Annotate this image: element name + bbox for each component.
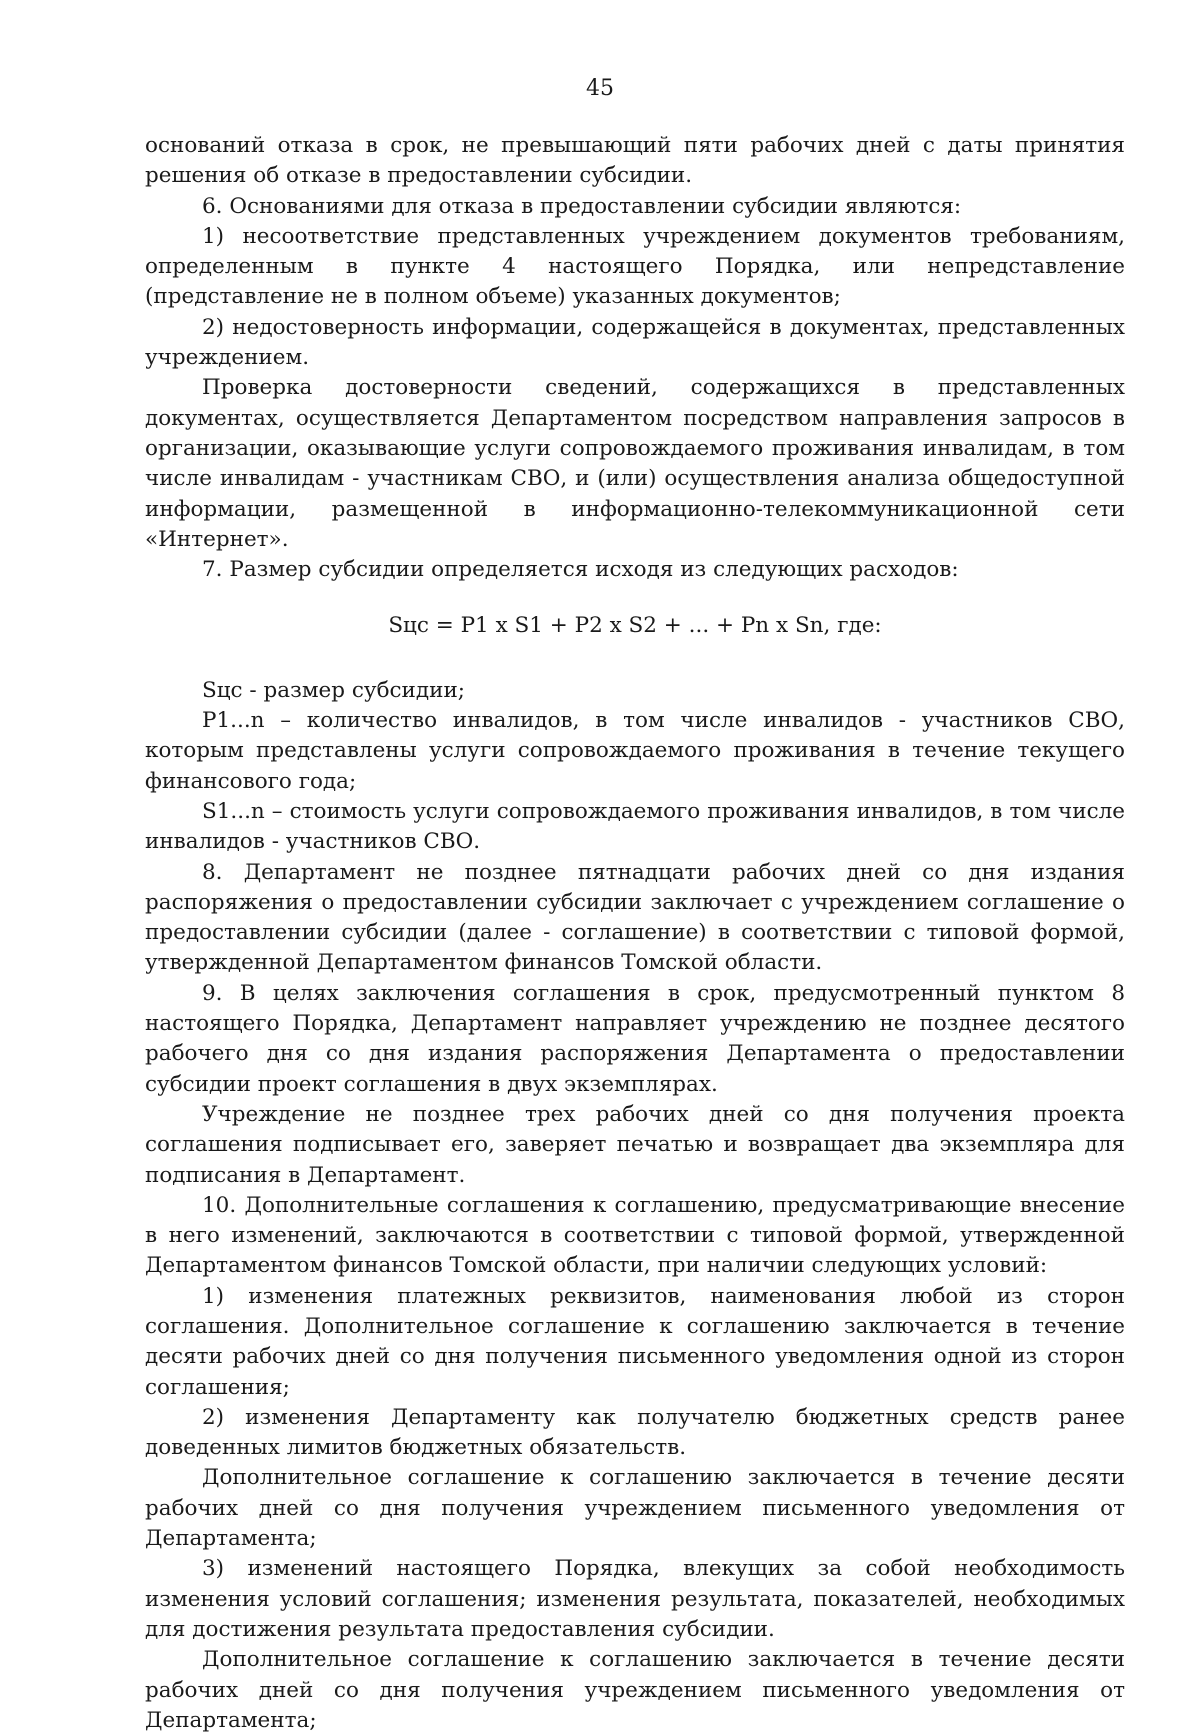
subsidy-formula: Sцс = P1 x S1 + P2 x S2 + ... + Pn x Sn, где: [388, 613, 882, 639]
paragraph-subitem: 1) изменения платежных реквизитов, наименования любой из сторон соглашения. Дополнительное соглашение к соглашению заключается в течение десяти рабочих дней со дня получения письменного уведомления одной из сторон соглашения; [145, 1283, 1125, 1400]
paragraph-subitem: 1) несоответствие представленных учреждением документов требованиям, определенным в пункте 4 настоящего Порядка, или непредставление (представление не в полном объеме) указанных документов; [145, 223, 1125, 310]
paragraph: Проверка достоверности сведений, содержащихся в представленных документах, осуществляется Департаментом посредством направления запросов в организации, оказывающие услуги сопровождаемого проживания инвалидам, в том числе инвалидам - участникам СВО, и (или) осуществления анализа общедоступной информации, размещенной в информационно-телекоммуникационной сети «Интернет». [145, 375, 1125, 552]
paragraph-item-6: 6. Основаниями для отказа в предоставлении субсидии являются: [202, 193, 962, 219]
paragraph: Дополнительное соглашение к соглашению заключается в течение десяти рабочих дней со дня получения учреждением письменного уведомления от Департамента; [145, 1465, 1125, 1552]
paragraph-subitem: 2) недостоверность информации, содержащейся в документах, представленных учреждением. [145, 314, 1125, 371]
paragraph-subitem: 2) изменения Департаменту как получателю бюджетных средств ранее доведенных лимитов бюджетных обязательств. [145, 1404, 1125, 1461]
paragraph-item-9: 9. В целях заключения соглашения в срок, предусмотренный пунктом 8 настоящего Порядка, Департамент направляет учреждению не позднее десятого рабочего дня со дня издания распоряжения Департамента о предоставлении субсидии проект соглашения в двух экземплярах. [145, 980, 1125, 1097]
document-body [145, 131, 1125, 1736]
formula-definition: Sцс - размер субсидии; [202, 677, 466, 703]
formula-definition: S1...n – стоимость услуги сопровождаемого проживания инвалидов, в том числе инвалидов - участников СВО. [145, 798, 1125, 855]
paragraph-subitem: 3) изменений настоящего Порядка, влекущих за собой необходимость изменения условий соглашения; изменения результата, показателей, необходимых для достижения результата предоставления субсидии. [145, 1556, 1125, 1642]
paragraph: Дополнительное соглашение к соглашению заключается в течение десяти рабочих дней со дня получения учреждением письменного уведомления от Департамента; [145, 1647, 1125, 1733]
paragraph-item-7: 7. Размер субсидии определяется исходя из следующих расходов: [202, 557, 959, 583]
page-number: 45 [586, 76, 614, 101]
formula-definition: P1...n – количество инвалидов, в том числе инвалидов - участников СВО, которым представлены услуги сопровождаемого проживания в течение текущего финансового года; [145, 708, 1125, 794]
paragraph-item-8: 8. Департамент не позднее пятнадцати рабочих дней со дня издания распоряжения о предоставлении субсидии заключает с учреждением соглашение о предоставлении субсидии (далее - соглашение) в соответствии с типовой формой, утвержденной Департаментом финансов Томской области. [145, 859, 1125, 976]
paragraph: Учреждение не позднее трех рабочих дней со дня получения проекта соглашения подписывает его, заверяет печатью и возвращает два экземпляра для подписания в Департамент. [145, 1101, 1125, 1188]
paragraph-continuation: оснований отказа в срок, не превышающий пяти рабочих дней с даты принятия решения об отказе в предоставлении субсидии. [145, 133, 1125, 189]
paragraph-item-10: 10. Дополнительные соглашения к соглашению, предусматривающие внесение в него изменений, заключаются в соответствии с типовой формой, утвержденной Департаментом финансов Томской области, при наличии следующих условий: [145, 1192, 1125, 1279]
